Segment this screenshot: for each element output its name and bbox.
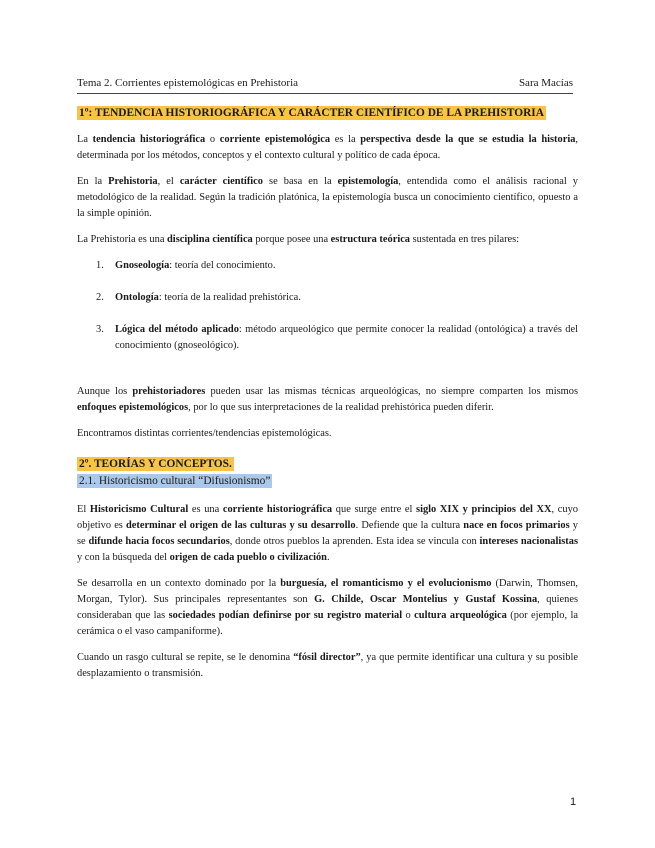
paragraph-fosil-director: Cuando un rasgo cultural se repite, se le denomina “fósil director”, ya que permite identificar una cultura y su posible desplazamiento o transmisión.: [77, 652, 579, 679]
paragraph-caracter-cientifico: En la Prehistoria, el carácter científico se basa en la epistemología, entendida como el análisis racional y metodológico de la realidad. Según la tradición platónica, la epistemología busca un conocimiento científico, opuesto a la simple opinión.: [77, 176, 578, 219]
section-1-heading: [77, 105, 578, 122]
paragraph-disciplina: La Prehistoria es una disciplina científica porque posee una estructura teórica sustentada en tres pilares:: [77, 234, 520, 245]
header-course-title: Tema 2. Corrientes epistemológicas en Prehistoria: [77, 77, 299, 89]
paragraph-corrientes: Encontramos distintas corrientes/tendencias epistemológicas.: [77, 428, 332, 439]
paragraph-prehistoriadores: Aunque los prehistoriadores pueden usar las mismas técnicas arqueológicas, no siempre comparten los mismos enfoques epistemológicos, por lo que sus interpretaciones de la realidad prehistórica pueden diferir.: [77, 386, 578, 413]
paragraph-contexto: Se desarrolla en un contexto dominado por la burguesía, el romanticismo y el evolucionismo (Darwin, Thomsen, Morgan, Tylor). Sus principales representantes son G. Childe, Oscar Montelius y Gustaf Kossina, quienes consideraban que las sociedades podían definirse por su registro material o cultura arqueológica (por ejemplo, la cerámica o el vaso campaniforme).: [77, 578, 579, 637]
section-1-title: 1º: TENDENCIA HISTORIOGRÁFICA Y CARÁCTER CIENTÍFICO DE LA PREHISTORIA: [79, 107, 544, 119]
page-header: [77, 77, 573, 94]
list-item: 2. Ontología: teoría de la realidad prehistórica.: [96, 292, 301, 303]
pillars-list: [77, 258, 578, 354]
page-number: 1: [570, 796, 577, 808]
section-2-subtitle: 2.1. Historicismo cultural “Difusionismo”: [79, 475, 271, 487]
document-body: [77, 105, 578, 692]
paragraph-tendencia: La tendencia historiográfica o corriente epistemológica es la perspectiva desde la que se estudia la historia, determinada por los métodos, conceptos y el contexto cultural y político de cada época.: [77, 134, 579, 161]
header-author: Sara Macías: [518, 77, 573, 89]
section-2-title: 2º. TEORÍAS Y CONCEPTOS.: [79, 458, 232, 470]
paragraph-historicismo: El Historicismo Cultural es una corriente historiográfica que surge entre el siglo XIX y principios del XX, cuyo objetivo es determinar el origen de las culturas y su desarrollo. Defiende que la cultura nace en focos primarios y se difunde hacia focos secundarios, donde otros pueblos la aprenden. Esta idea se vincula con intereses nacionalistas y con la búsqueda del origen de cada pueblo o civilización.: [77, 504, 579, 563]
list-item: 3. Lógica del método aplicado: método arqueológico que permite conocer la realidad (ontológica) a través del conocimiento (gnoseológico).: [96, 324, 578, 351]
list-item: 1. Gnoseología: teoría del conocimiento.: [96, 260, 276, 271]
section-2-heading: [77, 456, 578, 490]
